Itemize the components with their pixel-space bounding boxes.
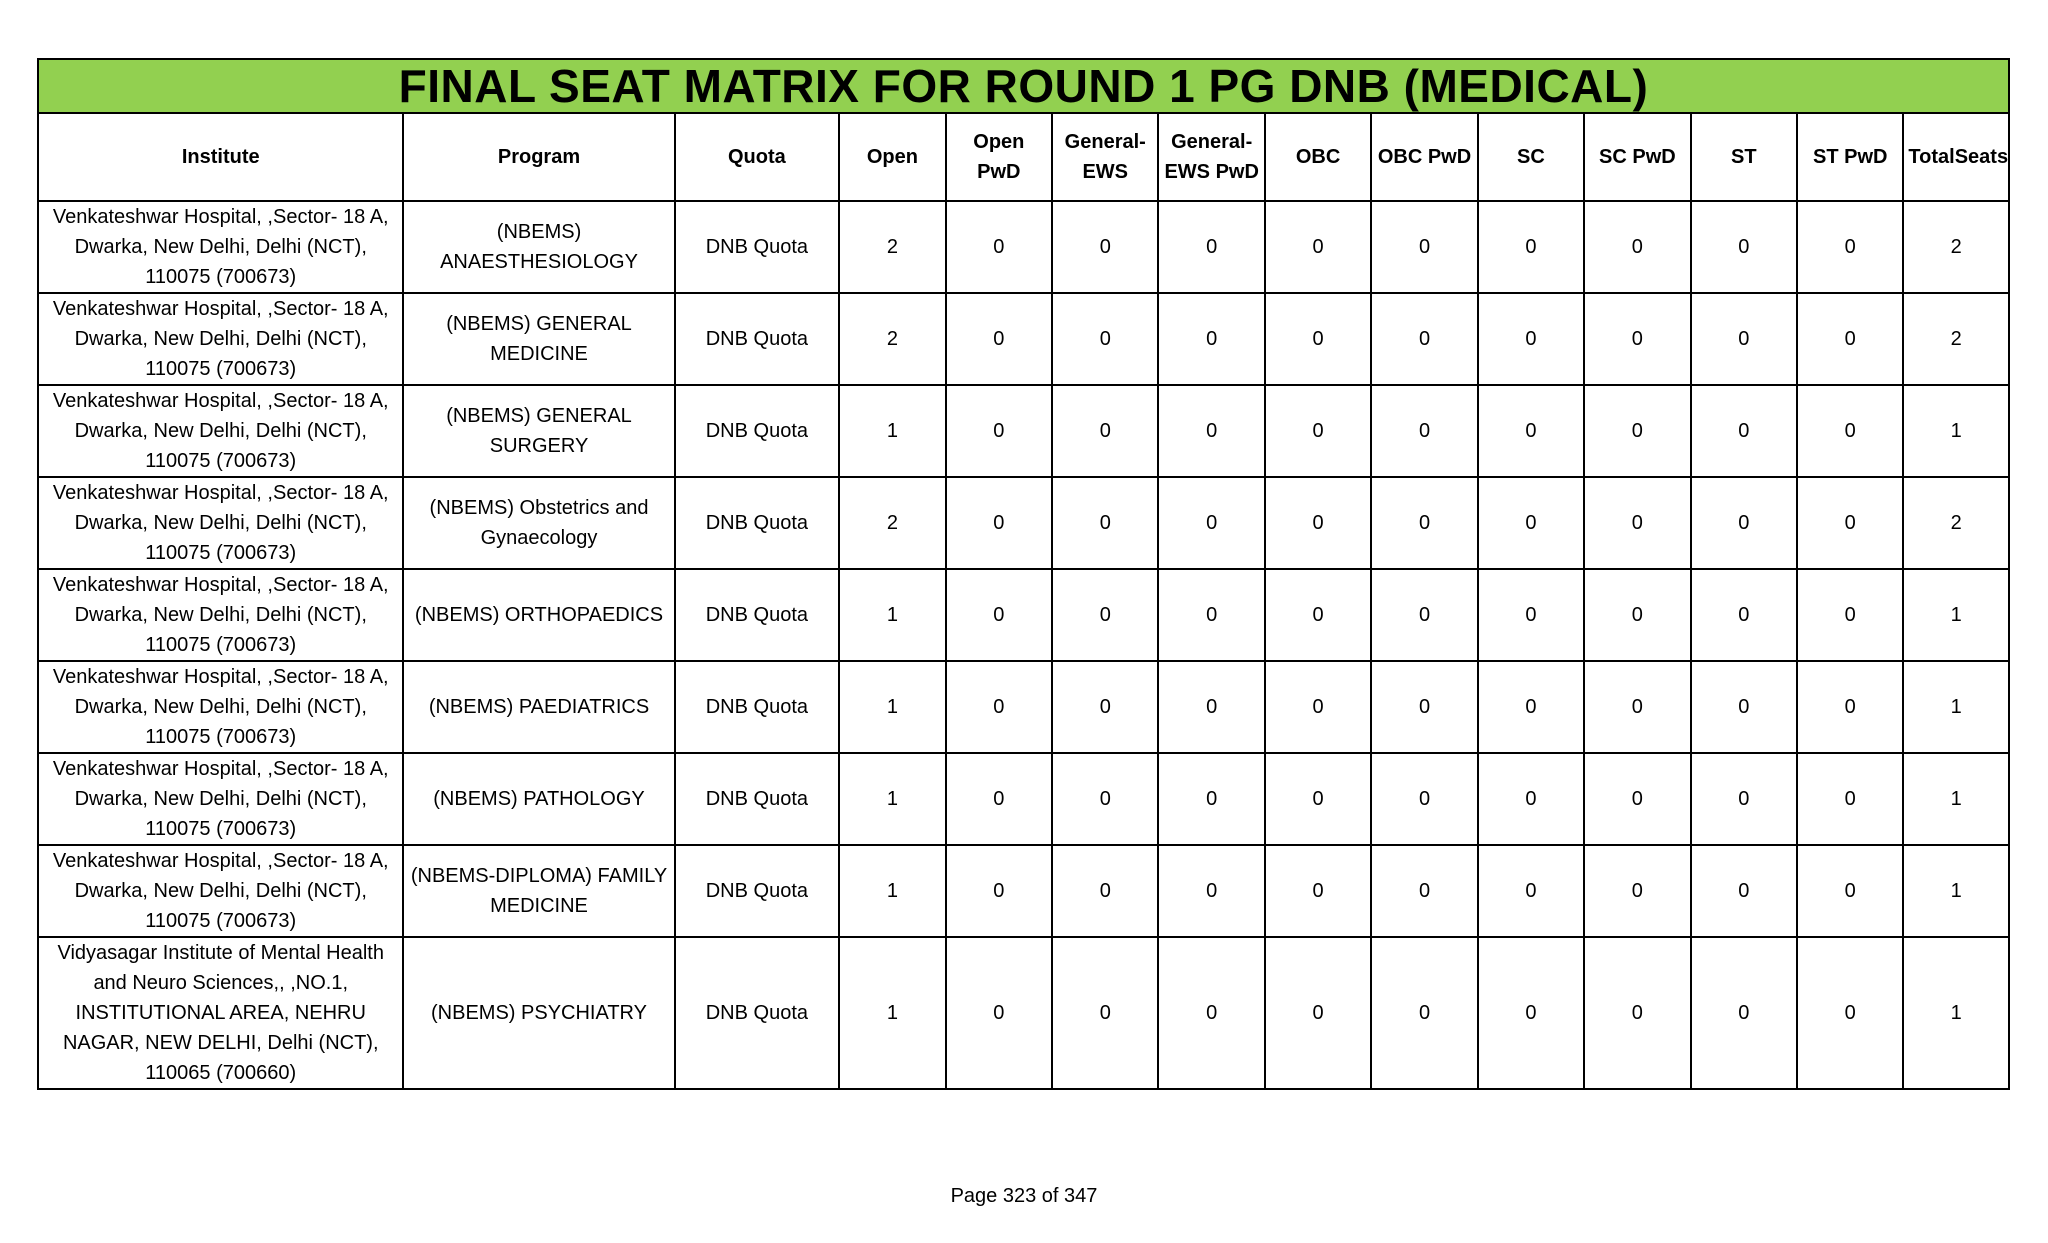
table-cell: (NBEMS) PSYCHIATRY [403,937,674,1089]
table-cell: 0 [1584,569,1690,661]
table-cell: 0 [1052,661,1158,753]
table-cell: 0 [1797,201,1903,293]
table-cell: DNB Quota [675,661,840,753]
table-cell: 0 [1265,937,1371,1089]
table-cell: 0 [946,661,1052,753]
table-cell: 0 [1691,569,1797,661]
table-cell: 0 [1265,385,1371,477]
table-cell: 0 [1158,293,1264,385]
table-cell: 0 [1584,937,1690,1089]
table-cell: 0 [946,293,1052,385]
table-cell: (NBEMS) GENERAL MEDICINE [403,293,674,385]
table-cell: 1 [1903,569,2009,661]
table-cell: (NBEMS) Obstetrics and Gynaecology [403,477,674,569]
table-cell: 0 [1478,661,1584,753]
table-cell: Venkateshwar Hospital, ,Sector- 18 A, Dwarka, New Delhi, Delhi (NCT), 110075 (700673) [38,569,403,661]
table-cell: 1 [1903,385,2009,477]
table-cell: 0 [1265,845,1371,937]
table-cell: 0 [1158,477,1264,569]
table-cell: 0 [1371,661,1477,753]
header-row [38,113,2009,201]
table-cell: DNB Quota [675,569,840,661]
table-cell: 0 [946,385,1052,477]
column-header: TotalSeats [1903,113,2009,201]
table-cell: Venkateshwar Hospital, ,Sector- 18 A, Dwarka, New Delhi, Delhi (NCT), 110075 (700673) [38,201,403,293]
table-cell: 0 [1371,569,1477,661]
table-cell: 1 [1903,937,2009,1089]
table-cell: 0 [1265,477,1371,569]
table-cell: 0 [1052,201,1158,293]
table-cell: DNB Quota [675,477,840,569]
table-cell: DNB Quota [675,753,840,845]
column-header: Program [403,113,674,201]
table-cell: 0 [1052,385,1158,477]
table-cell: 0 [1584,201,1690,293]
table-cell: 2 [1903,477,2009,569]
table-cell: Venkateshwar Hospital, ,Sector- 18 A, Dwarka, New Delhi, Delhi (NCT), 110075 (700673) [38,385,403,477]
table-cell: 0 [946,201,1052,293]
table-cell: 0 [1691,845,1797,937]
table-cell: 1 [839,661,945,753]
table-cell: 0 [946,569,1052,661]
table-cell: 2 [839,293,945,385]
table-cell: 0 [1797,569,1903,661]
table-cell: 0 [1478,385,1584,477]
table-row [38,753,2009,845]
table-cell: 0 [1158,661,1264,753]
table-cell: 0 [1691,385,1797,477]
column-header: Institute [38,113,403,201]
table-cell: DNB Quota [675,385,840,477]
column-header: ST [1691,113,1797,201]
table-cell: 0 [1691,937,1797,1089]
table-cell: 2 [839,477,945,569]
table-body [38,201,2009,1089]
table-cell: 0 [1478,477,1584,569]
table-row [38,937,2009,1089]
table-cell: 0 [1052,753,1158,845]
table-row [38,845,2009,937]
table-row [38,385,2009,477]
table-cell: 2 [1903,293,2009,385]
table-cell: 0 [1371,293,1477,385]
table-cell: 0 [1691,477,1797,569]
table-cell: 0 [1158,385,1264,477]
table-cell: 0 [1158,201,1264,293]
column-header: SC PwD [1584,113,1690,201]
table-cell: 0 [946,477,1052,569]
table-row [38,293,2009,385]
column-header: Open [839,113,945,201]
table-cell: Venkateshwar Hospital, ,Sector- 18 A, Dwarka, New Delhi, Delhi (NCT), 110075 (700673) [38,661,403,753]
column-header: Open PwD [946,113,1052,201]
table-cell: (NBEMS) ANAESTHESIOLOGY [403,201,674,293]
table-cell: 0 [1371,753,1477,845]
table-cell: (NBEMS) GENERAL SURGERY [403,385,674,477]
table-cell: 0 [946,937,1052,1089]
table-cell: 0 [1797,753,1903,845]
table-cell: 0 [1478,845,1584,937]
table-cell: (NBEMS) ORTHOPAEDICS [403,569,674,661]
table-cell: 0 [1158,845,1264,937]
seat-matrix-table [37,58,2010,1090]
table-cell: 0 [1371,201,1477,293]
table-cell: DNB Quota [675,201,840,293]
column-header: SC [1478,113,1584,201]
table-cell: 0 [1052,477,1158,569]
table-cell: Venkateshwar Hospital, ,Sector- 18 A, Dwarka, New Delhi, Delhi (NCT), 110075 (700673) [38,845,403,937]
table-cell: 0 [1584,293,1690,385]
table-cell: 1 [839,385,945,477]
table-cell: 0 [946,845,1052,937]
table-cell: Venkateshwar Hospital, ,Sector- 18 A, Dwarka, New Delhi, Delhi (NCT), 110075 (700673) [38,753,403,845]
table-row [38,569,2009,661]
table-cell: 0 [1797,845,1903,937]
table-cell: 0 [1584,845,1690,937]
table-cell: 0 [1052,845,1158,937]
column-header: OBC PwD [1371,113,1477,201]
table-cell: 0 [1691,201,1797,293]
table-cell: 2 [1903,201,2009,293]
table-cell: 0 [1371,477,1477,569]
table-cell: 0 [1265,569,1371,661]
table-cell: 1 [839,569,945,661]
table-cell: 0 [1371,845,1477,937]
table-cell: 0 [1265,293,1371,385]
table-cell: 0 [1584,477,1690,569]
table-cell: Venkateshwar Hospital, ,Sector- 18 A, Dwarka, New Delhi, Delhi (NCT), 110075 (700673) [38,293,403,385]
table-cell: 2 [839,201,945,293]
table-cell: 0 [1478,753,1584,845]
column-header: OBC [1265,113,1371,201]
table-cell: 0 [1052,569,1158,661]
table-cell: 0 [1478,293,1584,385]
table-cell: 1 [1903,753,2009,845]
table-cell: 0 [1265,753,1371,845]
table-cell: 0 [946,753,1052,845]
table-cell: 0 [1797,937,1903,1089]
table-cell: 0 [1691,293,1797,385]
table-cell: 0 [1797,477,1903,569]
table-cell: 1 [839,753,945,845]
table-cell: Vidyasagar Institute of Mental Health and Neuro Sciences,, ,NO.1, INSTITUTIONAL AREA, NEHRU NAGAR, NEW DELHI, Delhi (NCT), 110065 (700660) [38,937,403,1089]
table-cell: 0 [1478,569,1584,661]
table-cell: 1 [1903,845,2009,937]
table-cell: (NBEMS) PAEDIATRICS [403,661,674,753]
table-cell: 0 [1478,937,1584,1089]
table-cell: DNB Quota [675,937,840,1089]
table-cell: 0 [1158,753,1264,845]
table-cell: 1 [1903,661,2009,753]
table-row [38,477,2009,569]
table-cell: 0 [1584,753,1690,845]
table-cell: 0 [1584,661,1690,753]
table-cell: 0 [1584,385,1690,477]
table-cell: 0 [1797,661,1903,753]
table-cell: 0 [1158,937,1264,1089]
table-cell: 1 [839,845,945,937]
table-row [38,201,2009,293]
table-cell: 1 [839,937,945,1089]
table-cell: 0 [1478,201,1584,293]
table-cell: 0 [1265,661,1371,753]
page-number: Page 323 of 347 [950,1185,1098,1207]
column-header: ST PwD [1797,113,1903,201]
table-cell: 0 [1052,937,1158,1089]
column-header: Quota [675,113,840,201]
table-cell: (NBEMS) PATHOLOGY [403,753,674,845]
table-cell: 0 [1052,293,1158,385]
table-cell: 0 [1797,293,1903,385]
table-cell: 0 [1797,385,1903,477]
table-cell: DNB Quota [675,845,840,937]
table-cell: 0 [1691,661,1797,753]
table-cell: DNB Quota [675,293,840,385]
table-cell: 0 [1371,385,1477,477]
table-title: FINAL SEAT MATRIX FOR ROUND 1 PG DNB (MEDICAL) [38,59,2009,113]
table-cell: 0 [1371,937,1477,1089]
column-header: General-EWS [1052,113,1158,201]
column-header: General-EWS PwD [1158,113,1264,201]
table-cell: 0 [1691,753,1797,845]
table-cell: (NBEMS-DIPLOMA) FAMILY MEDICINE [403,845,674,937]
table-cell: 0 [1265,201,1371,293]
table-row [38,661,2009,753]
table-cell: Venkateshwar Hospital, ,Sector- 18 A, Dwarka, New Delhi, Delhi (NCT), 110075 (700673) [38,477,403,569]
table-cell: 0 [1158,569,1264,661]
